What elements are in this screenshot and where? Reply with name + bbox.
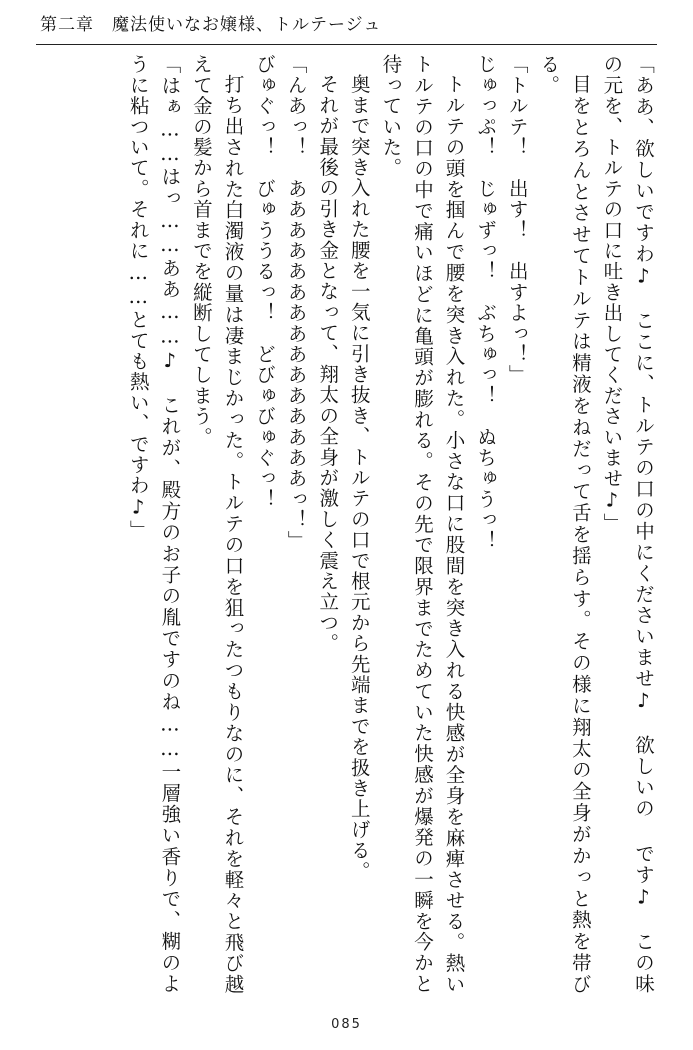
chapter-number: 第二章 [40,15,94,35]
page-header [40,10,653,44]
paragraph: トルテの頭を掴んで腰を突き入れた。小さな口に股間を突き入れる快感が全身を麻痺させる。熱いトルテの口の中で痛いほどに亀頭が膨れる。その先で限界までためていた快感が爆発の一瞬を今かと待っていた。 [379,54,466,994]
paragraph: 「はぁ……はっ……ああ……♪ これが、殿方のお子の胤ですのね……一層強い香りで、糊のように粘ついて。それに……とても熱い、ですわ♪」 [126,54,182,994]
body-text-area [34,54,659,994]
paragraph: 奥まで突き入れた腰を一気に引き抜き、トルテの口で根元から先端までを扱き上げる。 [347,73,371,881]
paragraph: 「ああ、欲しいですわ♪ ここに、トルテの口の中にくださいませ♪ 欲しいの です♪ この味の元を、トルテの口に吐き出してくださいませ♪」 [600,54,655,994]
paragraph: 「トルテ！ 出す！ 出すよっ！」 [505,54,529,386]
paragraph: じゅっぷ！ じゅずっ！ ぶちゅっ！ ぬちゅうっ！ [474,54,498,551]
paragraph: 打ち出された白濁液の量は凄まじかった。トルテの口を狙ったつもりなのに、それを軽々と飛び越えて金の髪から首までを縦断してしまう。 [189,54,245,994]
paragraph: 「んあっ！ あああああああああああああああっ！」 [284,54,308,551]
chapter-title: 魔法使いなお嬢様、トルテージュ [112,15,382,35]
paragraph: 目をとろんとさせてトルテは精液をねだって舌を揺らす。その様に翔太の全身がかっと熱を帯びる。 [537,54,592,994]
paragraph: びゅぐっ！ びゅううるっ！ どびゅびゅぐっ！ [253,54,277,510]
paragraph: それが最後の引き金となって、翔太の全身が激しく震え立つ。 [316,73,340,654]
header-divider [36,44,657,45]
page-number: 085 [331,1017,362,1032]
vertical-text-block [34,54,659,994]
